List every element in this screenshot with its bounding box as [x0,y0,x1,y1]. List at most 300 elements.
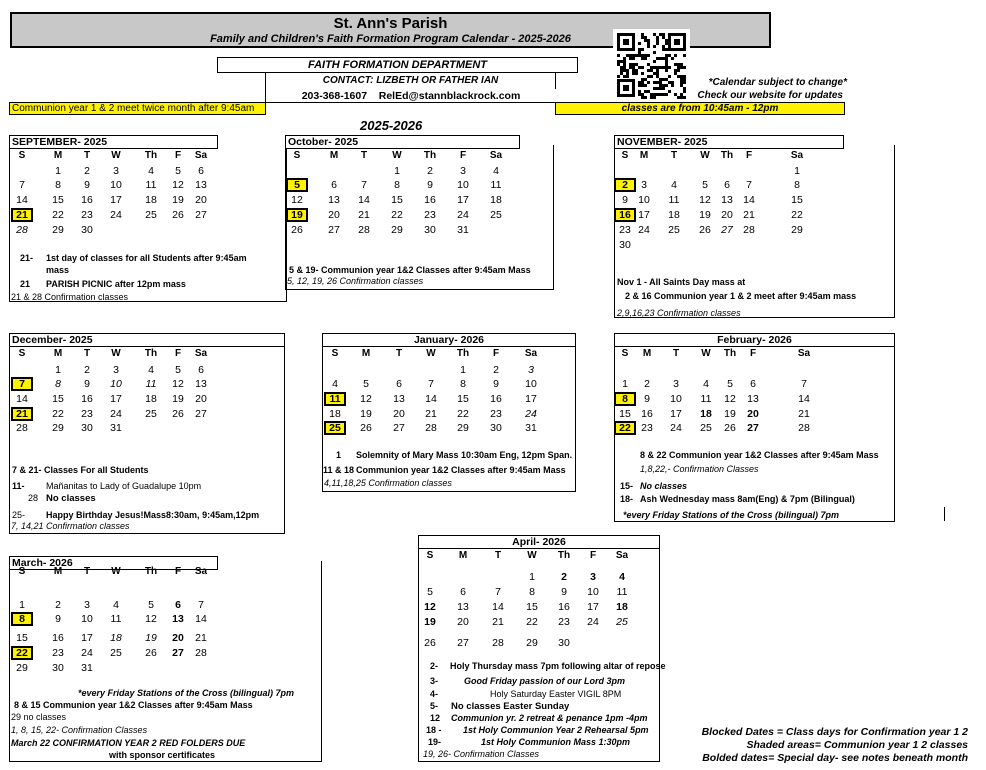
day-oct-6[interactable]: 6 [331,179,337,191]
day-apr-1[interactable]: 1 [529,571,535,583]
day-mar-18[interactable]: 18 [110,632,122,644]
day-dec-17[interactable]: 17 [110,393,122,405]
day-feb-20[interactable]: 20 [747,408,759,420]
day-sep-30[interactable]: 30 [81,224,93,236]
day-jan-28[interactable]: 28 [425,422,437,434]
day-mar-7[interactable]: 7 [198,599,204,611]
day-dec-25[interactable]: 25 [145,408,157,420]
day-nov-10[interactable]: 10 [638,194,650,206]
note-mar-2: 29 no classes [11,712,67,722]
day-mar-3[interactable]: 3 [84,599,90,611]
day-nov-18[interactable]: 18 [668,209,680,221]
day-jan-8[interactable]: 8 [460,378,466,390]
day-jan-15[interactable]: 15 [457,393,469,405]
day-jan-16[interactable]: 16 [490,393,502,405]
weekday-nov-1: M [639,150,649,161]
day-apr-18[interactable]: 18 [616,601,628,613]
day-sep-27[interactable]: 27 [195,209,207,221]
day-sep-5[interactable]: 5 [175,165,181,177]
day-mar-24[interactable]: 24 [81,647,93,659]
day-dec-16[interactable]: 16 [81,393,93,405]
day-mar-23[interactable]: 23 [52,647,64,659]
weekday-feb-2: T [672,348,680,359]
qr-code[interactable] [613,29,690,101]
month-title-nov: NOVEMBER- 2025 [614,135,844,149]
communion-note: Communion year 1 & 2 meet twice month after 9:45am [9,102,266,115]
day-sep-6[interactable]: 6 [198,165,204,177]
day-jan-7[interactable]: 7 [428,378,434,390]
day-feb-19[interactable]: 19 [724,408,736,420]
day-oct-12[interactable]: 12 [291,194,303,206]
note-apr-13: 1st Holy Communion Mass 1:30pm [481,737,631,747]
weekday-feb-1: M [642,348,652,359]
weekday-mar-5: F [174,566,182,577]
day-sep-17[interactable]: 17 [110,194,122,206]
weekday-apr-2: T [494,550,502,561]
email-link[interactable]: RelEd@stannblackrock.com [378,90,521,102]
day-mar-29[interactable]: 29 [16,662,28,674]
day-oct-23[interactable]: 23 [424,209,436,221]
day-apr-24[interactable]: 24 [587,616,599,628]
day-dec-4[interactable]: 4 [148,364,154,376]
weekday-apr-0: S [426,550,434,561]
day-mar-14[interactable]: 14 [195,613,207,625]
day-apr-11[interactable]: 11 [616,586,628,598]
day-apr-29[interactable]: 29 [526,637,538,649]
weekday-oct-4: Th [423,150,437,161]
day-sep-4[interactable]: 4 [148,165,154,177]
day-nov-2[interactable]: 2 [614,178,636,192]
day-feb-24[interactable]: 24 [670,422,682,434]
weekday-mar-2: T [83,566,91,577]
weekday-oct-0: S [293,150,301,161]
weekday-oct-5: F [459,150,467,161]
note-oct-0: 5 & 19- Communion year 1&2 Classes after 9:45am Mass [289,265,531,275]
note-jan-1: Solemnity of Mary Mass 10:30am Eng, 12pm Span. [356,450,573,460]
day-sep-8[interactable]: 8 [55,179,61,191]
day-feb-6[interactable]: 6 [750,378,756,390]
day-dec-1[interactable]: 1 [55,364,61,376]
day-oct-3[interactable]: 3 [460,165,466,177]
day-nov-4[interactable]: 4 [671,179,677,191]
day-nov-5[interactable]: 5 [702,179,708,191]
day-apr-23[interactable]: 23 [558,616,570,628]
day-dec-26[interactable]: 26 [172,408,184,420]
day-feb-7[interactable]: 7 [801,378,807,390]
day-oct-22[interactable]: 22 [391,209,403,221]
day-oct-30[interactable]: 30 [424,224,436,236]
day-oct-13[interactable]: 13 [328,194,340,206]
day-dec-8[interactable]: 8 [55,378,61,390]
day-feb-18[interactable]: 18 [700,408,712,420]
day-mar-13[interactable]: 13 [172,613,184,625]
day-feb-14[interactable]: 14 [798,393,810,405]
day-apr-16[interactable]: 16 [558,601,570,613]
day-mar-6[interactable]: 6 [175,599,181,611]
day-mar-20[interactable]: 20 [172,632,184,644]
day-dec-22[interactable]: 22 [52,408,64,420]
day-mar-30[interactable]: 30 [52,662,64,674]
day-oct-7[interactable]: 7 [361,179,367,191]
weekday-sep-0: S [18,150,26,161]
day-dec-12[interactable]: 12 [172,378,184,390]
day-sep-12[interactable]: 12 [172,179,184,191]
day-oct-9[interactable]: 9 [427,179,433,191]
day-sep-9[interactable]: 9 [84,179,90,191]
day-apr-10[interactable]: 10 [587,586,599,598]
day-dec-10[interactable]: 10 [110,378,122,390]
weekday-mar-3: W [111,566,121,577]
day-dec-5[interactable]: 5 [175,364,181,376]
note-mar-3: 1, 8, 15, 22- Confirmation Classes [11,725,148,735]
day-feb-28[interactable]: 28 [798,422,810,434]
day-mar-19[interactable]: 19 [145,632,157,644]
legend-bolded: Bolded dates= Special day- see notes beneath month [702,752,968,764]
day-feb-15[interactable]: 15 [619,408,631,420]
day-mar-26[interactable]: 26 [145,647,157,659]
day-feb-23[interactable]: 23 [641,422,653,434]
month-title-sep: SEPTEMBER- 2025 [9,135,218,149]
day-jan-3[interactable]: 3 [528,364,534,376]
note-mar-0: *every Friday Stations of the Cross (bilingual) 7pm [78,688,295,698]
day-sep-14[interactable]: 14 [16,194,28,206]
day-feb-16[interactable]: 16 [641,408,653,420]
weekday-jan-3: W [426,348,436,359]
day-oct-24[interactable]: 24 [457,209,469,221]
day-feb-22[interactable]: 22 [614,421,636,435]
note-sep-0: 21- [20,253,34,263]
weekday-jan-6: Sa [524,348,538,359]
day-apr-12[interactable]: 12 [424,601,436,613]
day-jan-19[interactable]: 19 [360,408,372,420]
day-feb-11[interactable]: 11 [700,393,712,405]
day-dec-14[interactable]: 14 [16,393,28,405]
note-jan-3: Communion year 1&2 Classes after 9:45am Mass [356,465,566,475]
day-mar-1[interactable]: 1 [19,599,25,611]
weekday-jan-4: Th [456,348,470,359]
note-apr-10: 18 - [426,725,442,735]
note-feb-6: *every Friday Stations of the Cross (bilingual) 7pm [623,510,840,520]
day-jan-22[interactable]: 22 [457,408,469,420]
day-feb-12[interactable]: 12 [724,393,736,405]
day-oct-2[interactable]: 2 [427,165,433,177]
day-feb-3[interactable]: 3 [673,378,679,390]
day-oct-15[interactable]: 15 [391,194,403,206]
weekday-apr-1: M [458,550,468,561]
day-jan-13[interactable]: 13 [393,393,405,405]
day-jan-25[interactable]: 25 [324,421,346,435]
day-jan-2[interactable]: 2 [493,364,499,376]
day-feb-5[interactable]: 5 [727,378,733,390]
day-apr-17[interactable]: 17 [587,601,599,613]
phone-email [265,89,556,103]
day-nov-30[interactable]: 30 [619,239,631,251]
day-mar-12[interactable]: 12 [145,613,157,625]
day-dec-30[interactable]: 30 [81,422,93,434]
day-nov-11[interactable]: 11 [668,194,680,206]
day-oct-19[interactable]: 19 [286,208,308,222]
day-dec-21[interactable]: 21 [11,407,33,421]
day-oct-20[interactable]: 20 [328,209,340,221]
day-jan-23[interactable]: 23 [490,408,502,420]
day-feb-1[interactable]: 1 [622,378,628,390]
day-sep-29[interactable]: 29 [52,224,64,236]
day-nov-12[interactable]: 12 [699,194,711,206]
day-apr-30[interactable]: 30 [558,637,570,649]
day-jan-17[interactable]: 17 [525,393,537,405]
note-dec-6: Happy Birthday Jesus!Mass8:30am, 9:45am,12pm [46,510,260,520]
day-oct-14[interactable]: 14 [358,194,370,206]
day-dec-2[interactable]: 2 [84,364,90,376]
day-jan-6[interactable]: 6 [396,378,402,390]
day-feb-17[interactable]: 17 [670,408,682,420]
day-dec-11[interactable]: 11 [145,378,157,390]
note-sep-3: 21 [20,279,31,289]
day-nov-8[interactable]: 8 [794,179,800,191]
day-jan-20[interactable]: 20 [393,408,405,420]
day-oct-29[interactable]: 29 [391,224,403,236]
day-mar-17[interactable]: 17 [81,632,93,644]
day-dec-29[interactable]: 29 [52,422,64,434]
day-oct-17[interactable]: 17 [457,194,469,206]
day-nov-28[interactable]: 28 [743,224,755,236]
day-sep-25[interactable]: 25 [145,209,157,221]
day-mar-25[interactable]: 25 [110,647,122,659]
day-nov-29[interactable]: 29 [791,224,803,236]
day-oct-18[interactable]: 18 [490,194,502,206]
day-apr-8[interactable]: 8 [529,586,535,598]
day-sep-22[interactable]: 22 [52,209,64,221]
day-nov-1[interactable]: 1 [794,165,800,177]
legend-blocked: Blocked Dates = Class days for Confirmation year 1 2 [701,726,968,738]
day-dec-20[interactable]: 20 [195,393,207,405]
day-nov-7[interactable]: 7 [746,179,752,191]
day-oct-31[interactable]: 31 [457,224,469,236]
weekday-apr-6: Sa [615,550,629,561]
day-sep-21[interactable]: 21 [11,208,33,222]
day-oct-28[interactable]: 28 [358,224,370,236]
day-sep-7[interactable]: 7 [19,179,25,191]
day-jan-11[interactable]: 11 [324,392,346,406]
day-jan-14[interactable]: 14 [425,393,437,405]
day-sep-1[interactable]: 1 [55,165,61,177]
day-mar-15[interactable]: 15 [16,632,28,644]
day-apr-20[interactable]: 20 [457,616,469,628]
day-apr-27[interactable]: 27 [457,637,469,649]
note-jan-2: 11 & 18 [323,465,355,475]
day-oct-16[interactable]: 16 [424,194,436,206]
weekday-dec-6: Sa [194,348,208,359]
day-apr-6[interactable]: 6 [460,586,466,598]
weekday-sep-4: Th [144,150,158,161]
day-nov-23[interactable]: 23 [619,224,631,236]
day-jan-29[interactable]: 29 [457,422,469,434]
day-dec-18[interactable]: 18 [145,393,157,405]
divider-mark [944,507,945,521]
day-nov-26[interactable]: 26 [699,224,711,236]
day-nov-20[interactable]: 20 [721,209,733,221]
day-mar-10[interactable]: 10 [81,613,93,625]
day-jan-10[interactable]: 10 [525,378,537,390]
day-feb-4[interactable]: 4 [703,378,709,390]
day-nov-22[interactable]: 22 [791,209,803,221]
day-mar-9[interactable]: 9 [55,613,61,625]
day-jan-26[interactable]: 26 [360,422,372,434]
weekday-feb-3: W [701,348,711,359]
day-dec-31[interactable]: 31 [110,422,122,434]
day-apr-21[interactable]: 21 [492,616,504,628]
day-apr-25[interactable]: 25 [616,616,628,628]
day-feb-10[interactable]: 10 [670,393,682,405]
day-dec-28[interactable]: 28 [16,422,28,434]
note-dec-2: Mañanitas to Lady of Guadalupe 10pm [46,481,202,491]
day-oct-5[interactable]: 5 [286,178,308,192]
day-jan-24[interactable]: 24 [525,408,537,420]
website-note: Check our website for updates [697,90,843,101]
weekday-dec-3: W [111,348,121,359]
day-jan-31[interactable]: 31 [525,422,537,434]
day-mar-22[interactable]: 22 [11,646,33,660]
day-feb-27[interactable]: 27 [747,422,759,434]
day-apr-7[interactable]: 7 [495,586,501,598]
day-mar-4[interactable]: 4 [113,599,119,611]
day-mar-2[interactable]: 2 [55,599,61,611]
day-mar-8[interactable]: 8 [11,612,33,626]
day-sep-26[interactable]: 26 [172,209,184,221]
day-oct-10[interactable]: 10 [457,179,469,191]
day-apr-3[interactable]: 3 [590,571,596,583]
day-jan-21[interactable]: 21 [425,408,437,420]
day-sep-23[interactable]: 23 [81,209,93,221]
day-dec-23[interactable]: 23 [81,408,93,420]
day-apr-5[interactable]: 5 [427,586,433,598]
day-feb-8[interactable]: 8 [614,392,636,406]
note-dec-4: No classes [46,493,96,504]
weekday-feb-4: Th [723,348,737,359]
day-nov-21[interactable]: 21 [743,209,755,221]
day-nov-25[interactable]: 25 [668,224,680,236]
day-feb-26[interactable]: 26 [724,422,736,434]
calendar-subtitle: Family and Children's Faith Formation Program Calendar - 2025-2026 [210,33,571,45]
day-oct-4[interactable]: 4 [493,165,499,177]
day-nov-15[interactable]: 15 [791,194,803,206]
day-nov-27[interactable]: 27 [721,224,733,236]
day-nov-3[interactable]: 3 [641,179,647,191]
day-dec-19[interactable]: 19 [172,393,184,405]
day-nov-6[interactable]: 6 [724,179,730,191]
day-apr-19[interactable]: 19 [424,616,436,628]
day-jan-27[interactable]: 27 [393,422,405,434]
day-apr-14[interactable]: 14 [492,601,504,613]
day-jan-30[interactable]: 30 [490,422,502,434]
day-nov-24[interactable]: 24 [638,224,650,236]
day-sep-20[interactable]: 20 [195,194,207,206]
day-sep-15[interactable]: 15 [52,194,64,206]
phone-number: 203-368-1607 [301,90,368,102]
day-dec-13[interactable]: 13 [195,378,207,390]
note-sep-5: 21 & 28 Confirmation classes [11,292,129,302]
day-sep-19[interactable]: 19 [172,194,184,206]
day-oct-21[interactable]: 21 [358,209,370,221]
note-nov-2: 2,9,16,23 Confirmation classes [617,308,741,318]
day-apr-22[interactable]: 22 [526,616,538,628]
day-dec-27[interactable]: 27 [195,408,207,420]
day-mar-16[interactable]: 16 [52,632,64,644]
note-apr-1: Holy Thursday mass 7pm following altar of repose [450,661,666,671]
day-apr-15[interactable]: 15 [526,601,538,613]
day-nov-17[interactable]: 17 [638,209,650,221]
day-sep-18[interactable]: 18 [145,194,157,206]
day-oct-1[interactable]: 1 [394,165,400,177]
day-mar-11[interactable]: 11 [110,613,122,625]
day-sep-28[interactable]: 28 [16,224,28,236]
day-oct-11[interactable]: 11 [490,179,502,191]
day-oct-25[interactable]: 25 [490,209,502,221]
day-feb-2[interactable]: 2 [644,378,650,390]
day-dec-9[interactable]: 9 [84,378,90,390]
day-dec-7[interactable]: 7 [11,377,33,391]
note-apr-6: 5- [430,701,439,711]
day-dec-6[interactable]: 6 [198,364,204,376]
day-sep-16[interactable]: 16 [81,194,93,206]
parish-title: St. Ann's Parish [333,15,448,32]
note-nov-0: Nov 1 - All Saints Day mass at [617,277,746,287]
day-oct-26[interactable]: 26 [291,224,303,236]
day-nov-14[interactable]: 14 [743,194,755,206]
day-feb-21[interactable]: 21 [798,408,810,420]
day-apr-4[interactable]: 4 [619,571,625,583]
day-feb-25[interactable]: 25 [700,422,712,434]
day-sep-13[interactable]: 13 [195,179,207,191]
day-dec-3[interactable]: 3 [113,364,119,376]
day-jan-12[interactable]: 12 [360,393,372,405]
day-oct-27[interactable]: 27 [328,224,340,236]
day-jan-9[interactable]: 9 [493,378,499,390]
day-apr-2[interactable]: 2 [561,571,567,583]
day-sep-24[interactable]: 24 [110,209,122,221]
day-oct-8[interactable]: 8 [394,179,400,191]
day-nov-16[interactable]: 16 [614,208,636,222]
day-dec-24[interactable]: 24 [110,408,122,420]
day-mar-27[interactable]: 27 [172,647,184,659]
day-nov-9[interactable]: 9 [622,194,628,206]
day-sep-3[interactable]: 3 [113,165,119,177]
day-dec-15[interactable]: 15 [52,393,64,405]
day-mar-31[interactable]: 31 [81,662,93,674]
weekday-feb-0: S [621,348,629,359]
day-apr-28[interactable]: 28 [492,637,504,649]
weekday-apr-5: F [589,550,597,561]
day-sep-10[interactable]: 10 [110,179,122,191]
day-apr-26[interactable]: 26 [424,637,436,649]
day-sep-11[interactable]: 11 [145,179,157,191]
day-sep-2[interactable]: 2 [84,165,90,177]
day-jan-18[interactable]: 18 [329,408,341,420]
day-feb-13[interactable]: 13 [747,393,759,405]
day-apr-13[interactable]: 13 [457,601,469,613]
weekday-sep-5: F [174,150,182,161]
day-mar-28[interactable]: 28 [195,647,207,659]
day-jan-5[interactable]: 5 [363,378,369,390]
day-mar-5[interactable]: 5 [148,599,154,611]
day-jan-4[interactable]: 4 [332,378,338,390]
day-feb-9[interactable]: 9 [644,393,650,405]
day-nov-13[interactable]: 13 [721,194,733,206]
day-nov-19[interactable]: 19 [699,209,711,221]
day-mar-21[interactable]: 21 [195,632,207,644]
day-jan-1[interactable]: 1 [460,364,466,376]
day-apr-9[interactable]: 9 [561,586,567,598]
